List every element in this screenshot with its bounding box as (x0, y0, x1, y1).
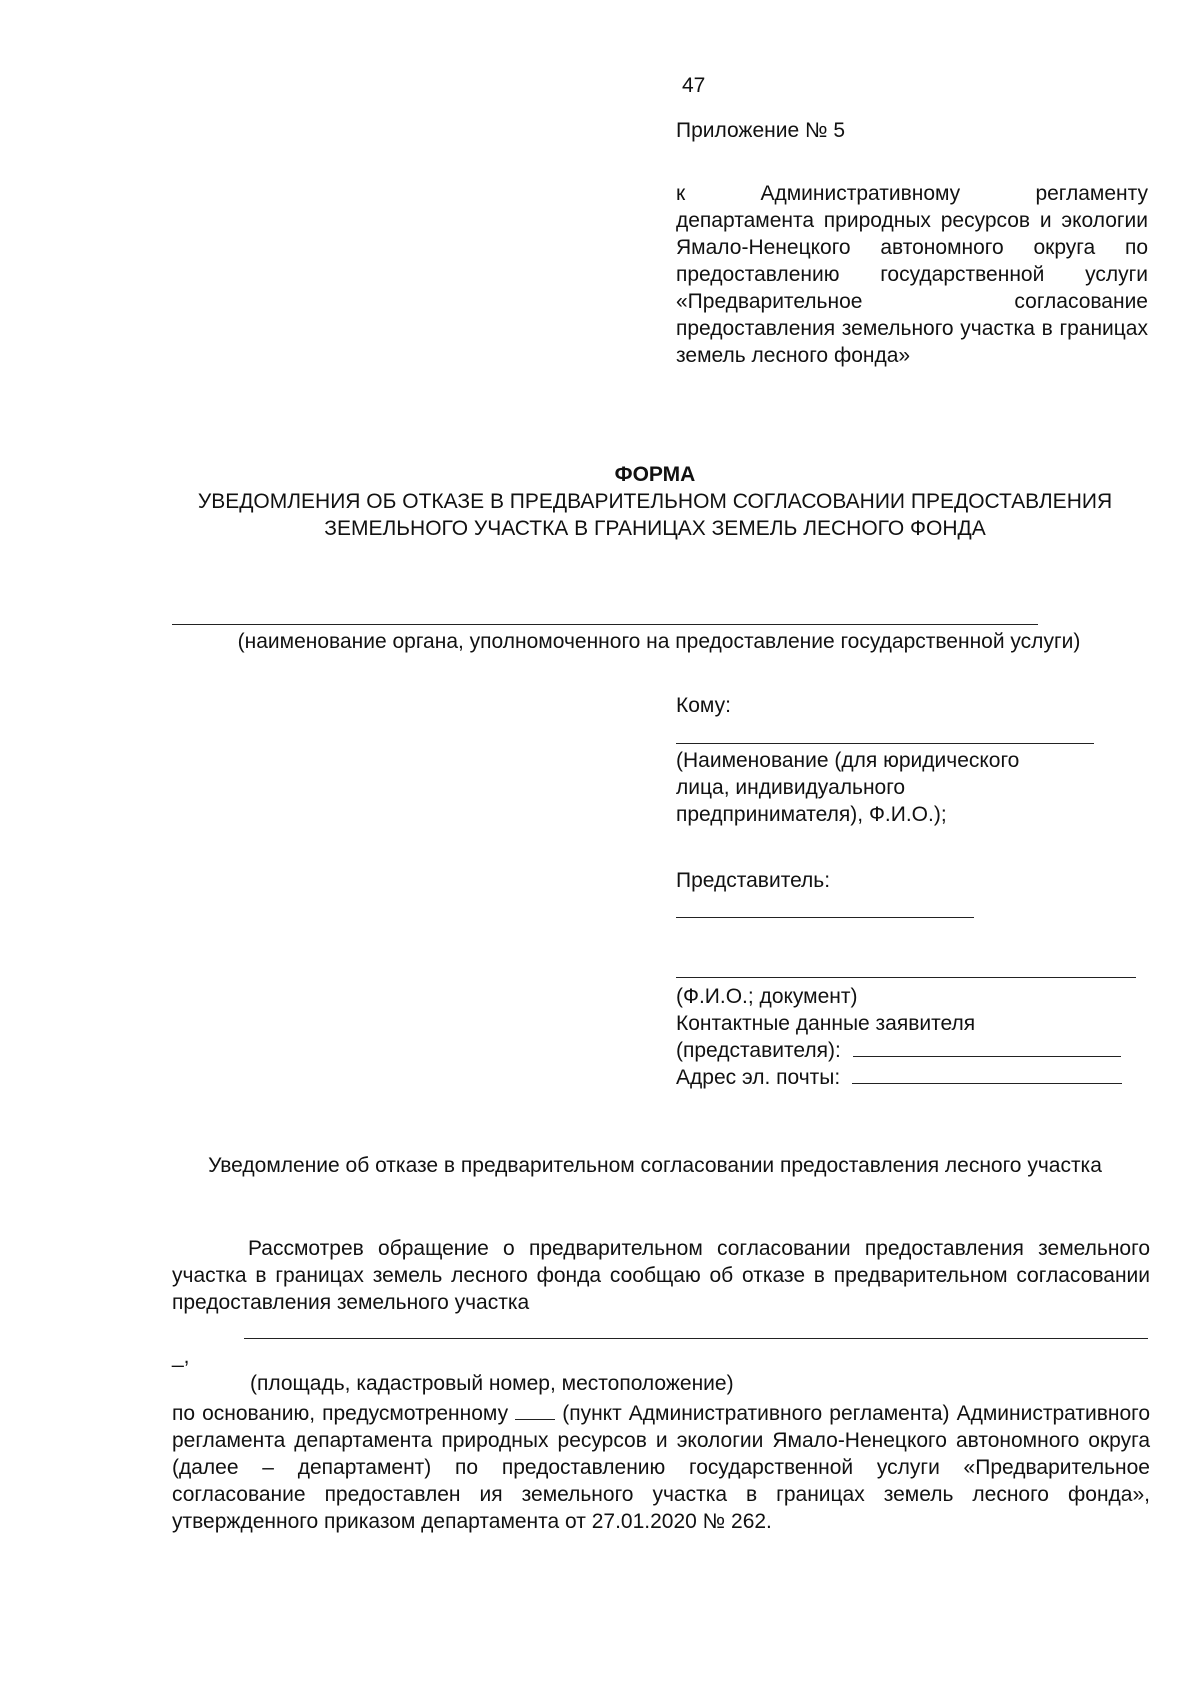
recipient-name-caption-line: предпринимателя), Ф.И.О.); (676, 803, 947, 826)
plot-caption: (площадь, кадастровый номер, местоположение) (250, 1372, 734, 1395)
contact-label: Контактные данные заявителя (676, 1012, 976, 1035)
recipient-name-caption (676, 747, 1019, 828)
page-number: 47 (682, 74, 706, 97)
contact-row (676, 1037, 1121, 1064)
email-row (676, 1064, 1122, 1091)
appendix-description: к Административному регламенту департамента природных ресурсов и экологии Ямало-Ненецкого автономного округа по предоставлению государственной услуги «Предварительное согласование предоставления земельного участка в границах земель лесного фонда» (676, 182, 1148, 367)
notice-paragraph: Рассмотрев обращение о предварительном согласовании предоставления земельного участка в границах земель лесного фонда сообщаю об отказе в предварительном согласовании предоставления земельного участка (172, 1237, 1150, 1314)
contact-blank (853, 1038, 1121, 1057)
form-heading-subtitle: УВЕДОМЛЕНИЯ ОБ ОТКАЗЕ В ПРЕДВАРИТЕЛЬНОМ СОГЛАСОВАНИИ ПРЕДОСТАВЛЕНИЯ ЗЕМЕЛЬНОГО УЧАСТКА В ГРАНИЦАХ ЗЕМЕЛЬ ЛЕСНОГО ФОНДА (197, 490, 1113, 540)
comma-mark: _, (172, 1345, 190, 1368)
notice-title: Уведомление об отказе в предварительном согласовании предоставления лесного участка (208, 1154, 1102, 1177)
representative-fio-caption: (Ф.И.О.; документ) (676, 985, 858, 1008)
plot-details-line (244, 1338, 1148, 1339)
representative-label: Представитель: (676, 869, 831, 892)
form-heading (170, 461, 1140, 542)
recipient-name-caption-line: лица, индивидуального (676, 776, 906, 799)
authority-caption: (наименование органа, уполномоченного на предоставление государственной услуги) (237, 630, 1081, 653)
basis-paragraph (172, 1400, 1150, 1535)
recipient-name-caption-line: (Наименование (для юридического (676, 749, 1020, 772)
email-label: Адрес эл. почты: (676, 1066, 841, 1089)
recipient-to-label: Кому: (676, 694, 731, 717)
email-blank (852, 1065, 1122, 1084)
basis-rest: (пункт Административного регламента) Административного регламента департамента природных ресурсов и экологии Ямало-Ненецкого автономного округа (далее – департамент) по предоставлению государственной услуги «Предварительное согласование предоставлен ия земельного участка в границах земель лесного фонда», утвержденного приказом департамента от 27.01.2020 № 262. (172, 1402, 1150, 1533)
representative-line (676, 917, 974, 918)
basis-blank (515, 1403, 555, 1420)
authority-name-line (172, 624, 1038, 625)
basis-start: по основанию, предусмотренному (172, 1402, 509, 1425)
contact-label-cont: (представителя): (676, 1039, 841, 1062)
recipient-name-line (676, 743, 1094, 744)
appendix-title: Приложение № 5 (676, 119, 846, 142)
representative-fio-line (676, 977, 1136, 978)
form-heading-title: ФОРМА (614, 463, 696, 486)
